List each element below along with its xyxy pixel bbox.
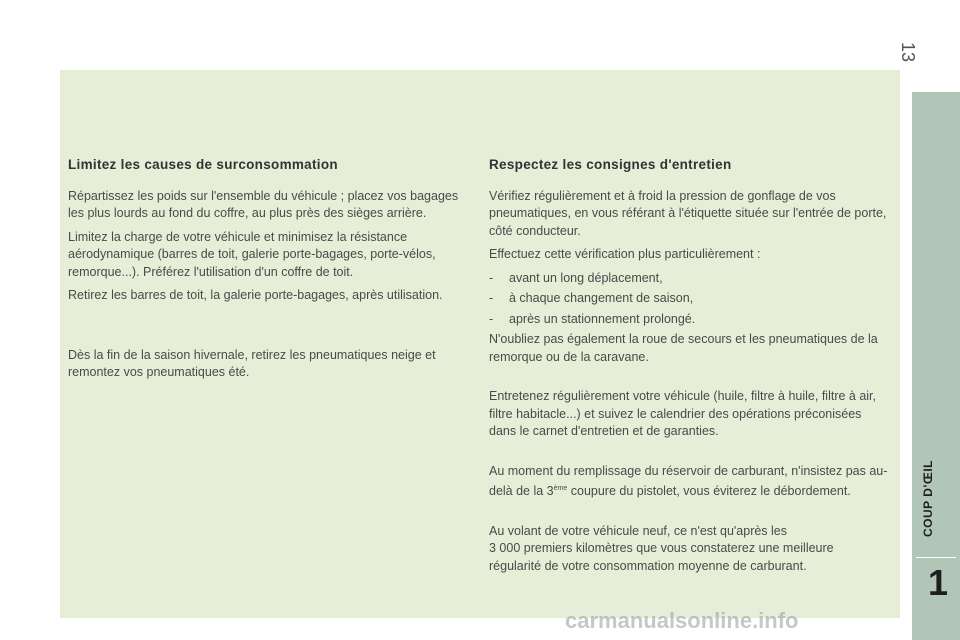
- left-paragraph-1: Répartissez les poids sur l'ensemble du véhicule ; placez vos bagages les plus lourds au fond du coffre, au plus près des sièges arrière.: [68, 188, 459, 220]
- right-paragraph-5: [489, 463, 889, 501]
- right-paragraph-4: Entretenez régulièrement votre véhicule (huile, filtre à huile, filtre à air, filtre habitacle...) et suivez le calendrier des opérations préconisées dans le carnet d'entretien et de garanties.: [489, 389, 876, 438]
- watermark: carmanualsonline.info: [565, 608, 799, 633]
- list-item: [489, 290, 889, 308]
- right-paragraph-6: [489, 523, 889, 576]
- list-item-text: avant un long déplacement,: [509, 270, 663, 285]
- p5-text-after: coupure du pistolet, vous éviterez le débordement.: [567, 484, 851, 499]
- p6-line-2: 3 000 premiers kilomètres que vous constaterez une meilleure régularité de votre consommation moyenne de carburant.: [489, 541, 834, 573]
- left-paragraph-3: Retirez les barres de toit, la galerie porte-bagages, après utilisation.: [68, 288, 443, 302]
- right-paragraph-2: Effectuez cette vérification plus particulièrement :: [489, 247, 761, 261]
- left-heading: Limitez les causes de surconsommation: [68, 157, 338, 172]
- right-paragraph-3: N'oubliez pas également la roue de secours et les pneumatiques de la remorque ou de la caravane.: [489, 332, 878, 364]
- p5-text-before: Au moment du remplissage du réservoir de carburant, n'insistez pas au-delà de la 3: [489, 463, 888, 499]
- p5-superscript: ème: [553, 485, 568, 492]
- chapter-number: 1: [927, 562, 949, 603]
- chapter-title: COUP D'ŒIL: [921, 460, 935, 537]
- right-column: [489, 156, 889, 581]
- list-item-text: après un stationnement prolongé.: [509, 311, 696, 326]
- right-paragraph-1: Vérifiez régulièrement et à froid la pression de gonflage de vos pneumatiques, en vous référant à l'étiquette située sur l'entrée de porte, côté conducteur.: [489, 188, 887, 238]
- list-item: [489, 270, 889, 288]
- left-paragraph-2: Limitez la charge de votre véhicule et minimisez la résistance aérodynamique (barres de toit, galerie porte-bagages, porte-vélos, remorque...). Préférez l'utilisation d'un coffre de toit.: [68, 229, 436, 279]
- list-item-text: à chaque changement de saison,: [509, 291, 694, 305]
- chapter-divider: [916, 557, 956, 558]
- page-number: 13: [898, 42, 918, 63]
- bullet-dash: -: [489, 311, 494, 326]
- bullet-dash: -: [489, 291, 494, 305]
- list-item: [489, 311, 889, 329]
- right-heading: Respectez les consignes d'entretien: [489, 157, 732, 172]
- left-column: [68, 156, 472, 388]
- p6-line-1: Au volant de votre véhicule neuf, ce n'est qu'après les: [489, 523, 788, 538]
- left-paragraph-4: Dès la fin de la saison hivernale, retirez les pneumatiques neige et remontez vos pneumatiques été.: [68, 347, 436, 379]
- bullet-dash: -: [489, 270, 494, 285]
